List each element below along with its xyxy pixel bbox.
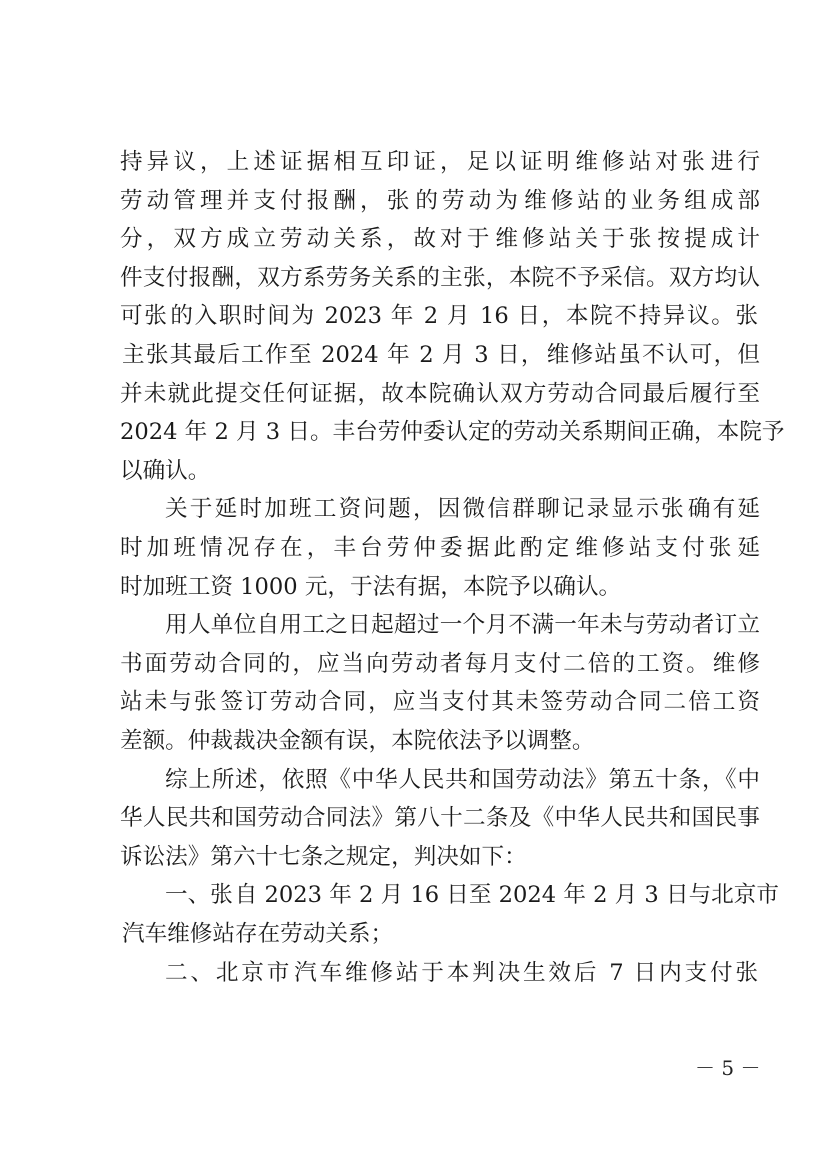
text-segment: 用人单位自用工之日起超过一个月不满一年未与劳动者订立 — [165, 612, 760, 639]
text-segment: 综上所述，依照《中华人民共和国劳动法》第五十条，《中 — [165, 766, 760, 793]
text-segment: 维修站关于张 — [495, 226, 656, 253]
text-line — [165, 956, 760, 990]
text-segment: 汽车维修站存在劳动关系； — [122, 921, 394, 947]
text-line — [120, 454, 760, 488]
text-segment: 汽车维修站于本判决生效后 7 日内支付张 — [294, 959, 758, 986]
text-line — [165, 763, 760, 797]
page-number: － 5 － — [695, 1056, 761, 1080]
text-line — [120, 184, 760, 218]
text-segment: 关于延时加班工资问题，因微信群聊记录显示张 — [165, 496, 686, 523]
text-segment: 诉讼法》第六十七条之规定，判决如下： — [120, 843, 527, 870]
text-segment: 自 2023 年 2 月 16 日至 2024 年 2 月 3 日与北京市 — [234, 882, 779, 909]
text-segment: 华人民共和国劳动合同法》第八十二条及《中华人民共和国民事 — [120, 805, 760, 832]
text-line — [120, 531, 760, 565]
text-line — [120, 917, 760, 951]
text-segment: 维修 — [712, 650, 761, 677]
text-segment: 维修站虽不认可，但 — [546, 342, 760, 368]
text-segment: 按提成计 — [657, 226, 761, 253]
text-line — [120, 647, 760, 681]
text-segment: 的入职时间为 2023 年 2 月 16 日，本院不持异议。张 — [170, 303, 758, 330]
text-segment: 书面劳动合同的，应当向劳动者每月支付二倍的工资。 — [120, 650, 711, 677]
text-line — [120, 261, 760, 295]
text-segment: 维修站支付张 — [575, 535, 736, 561]
text-segment: 确有延 — [687, 496, 761, 523]
text-segment: 延 — [737, 535, 761, 561]
text-segment: 时加班情况存在，丰台劳仲委据此酌定 — [120, 535, 574, 561]
text-segment: 二、北京市 — [165, 959, 293, 986]
text-segment: 时加班工资 1000 元，于法有据，本院予以确认。 — [120, 573, 622, 600]
text-segment: 差额。仲裁裁决金额有误，本院依法予以调整。 — [120, 728, 595, 754]
text-line — [120, 570, 760, 604]
text-segment: 分，双方成立劳动关系，故对于 — [120, 226, 494, 253]
text-segment: 并未就此提交任何证据，故本院确认双方劳动合同最后履行至 — [120, 380, 760, 407]
text-segment: 维修站的业务组成部 — [524, 187, 761, 214]
text-line — [120, 685, 760, 719]
text-segment: 2024 年 2 月 3 日。丰台劳仲委认定的劳动关系期间正确，本院予 — [120, 419, 785, 446]
text-line — [120, 415, 785, 449]
text-line — [120, 801, 760, 835]
text-line — [120, 338, 760, 372]
text-segment: 的劳动为 — [415, 187, 523, 214]
text-segment: 一、张 — [165, 882, 233, 909]
text-segment: 主张其最后工作至 2024 年 2 月 3 日， — [122, 342, 545, 368]
text-line — [120, 377, 760, 411]
text-line — [120, 222, 760, 256]
text-line — [165, 608, 760, 642]
text-segment: 维修站对张 — [575, 149, 709, 175]
text-segment: 可张 — [120, 303, 169, 330]
text-segment: 劳动管理并支付报酬，张 — [120, 187, 414, 214]
text-line — [165, 878, 779, 912]
text-line — [165, 492, 760, 526]
text-line — [120, 145, 760, 179]
text-segment: 持异议，上述证据相互印证，足以证明 — [120, 149, 574, 175]
text-segment: 进行 — [710, 149, 761, 175]
text-segment: 站未与张 — [120, 689, 219, 716]
text-line — [120, 724, 760, 758]
text-segment: 以确认。 — [120, 457, 211, 484]
text-segment: 件支付报酬，双方系劳务关系的主张，本院不予采信。双方均认 — [120, 264, 760, 291]
text-segment: 签订劳动合同，应当支付其未签劳动合同二倍工资 — [220, 689, 761, 716]
text-line — [120, 840, 760, 874]
text-line — [120, 299, 760, 333]
